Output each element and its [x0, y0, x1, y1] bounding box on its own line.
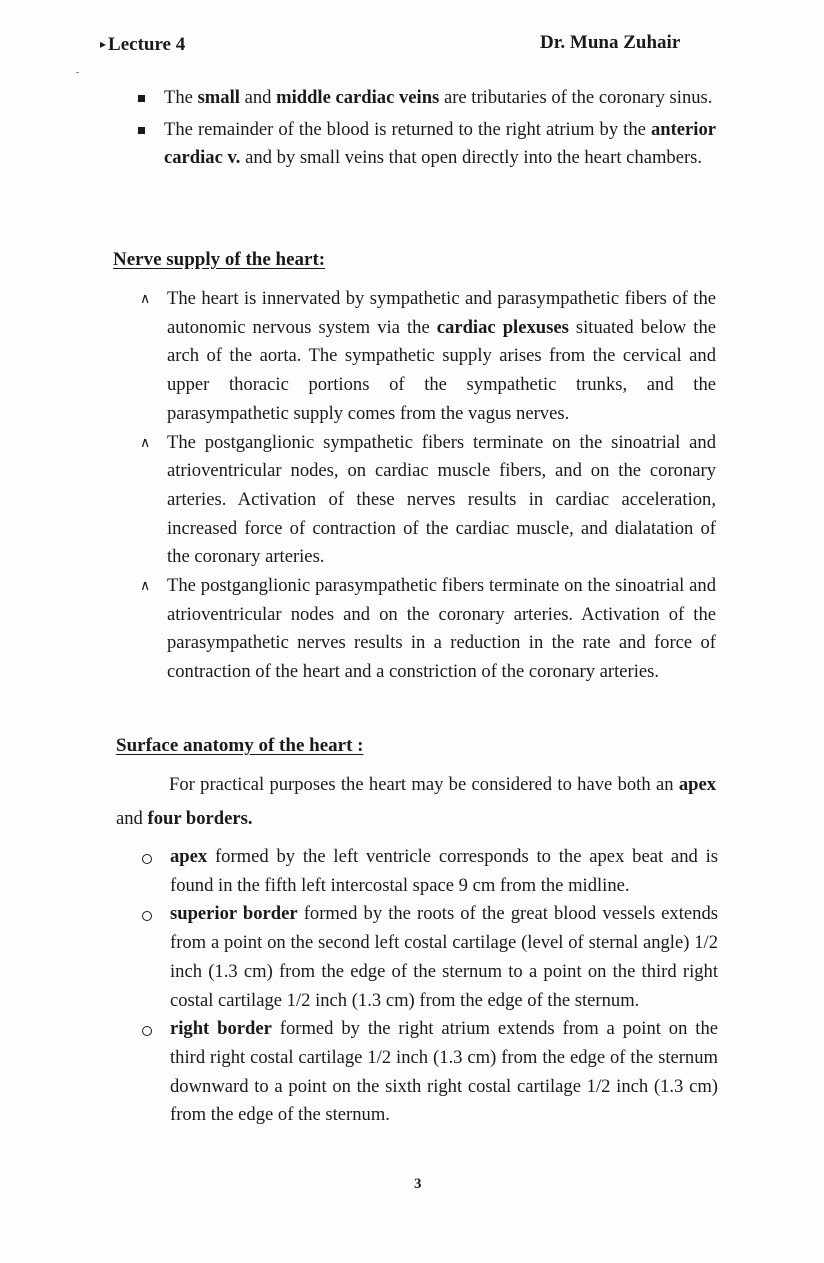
bold-term: right border	[170, 1018, 272, 1040]
bold-term: anterior cardiac v.	[164, 118, 716, 169]
list-item	[140, 429, 716, 573]
lecture-header	[100, 34, 185, 56]
bullet-icon: ▸	[100, 37, 107, 51]
square-bullet-icon	[138, 95, 145, 102]
scan-speck	[76, 72, 79, 73]
list-item	[164, 84, 716, 113]
caret-bullet-icon: ∧	[140, 578, 151, 595]
list-item	[164, 116, 716, 173]
page-number: 3	[414, 1176, 422, 1192]
nerve-list	[140, 285, 716, 687]
list-item-text: superior border formed by the roots of the great blood vessels extends from a point on the second left costal cartilage (level of sternal angle) 1/2 inch (1.3 cm) from the edge of the sternum to a point on the third right costal cartilage 1/2 inch (1.3 cm) from the edge of the sternum.	[170, 903, 718, 1011]
list-item-text: apex formed by the left ventricle corresponds to the apex beat and is found in the fifth left intercostal space 9 cm from the midline.	[170, 846, 718, 896]
list-item-text: The heart is innervated by sympathetic and parasympathetic fibers of the autonomic nervous system via the cardiac plexuses situated below the arch of the aorta. The sympathetic supply arises from the cervical and upper thoracic portions of the sympathetic trunks, and the parasympathetic supply comes from the vagus nerves.	[167, 288, 716, 424]
bold-term: apex	[678, 774, 716, 795]
author-name: Dr. Muna Zuhair	[540, 32, 681, 53]
bold-term: small	[197, 87, 240, 108]
bold-term: superior border	[170, 903, 298, 925]
list-item	[140, 572, 716, 687]
list-item	[170, 843, 718, 900]
caret-bullet-icon: ∧	[140, 434, 151, 451]
list-item-text: right border formed by the right atrium extends from a point on the third right costal cartilage 1/2 inch (1.3 cm) from the edge of the sternum downward to a point on the sixth right costal cartilage 1/2 inch (1.3 cm) from the edge of the sternum.	[170, 1018, 718, 1126]
bold-term: apex	[170, 846, 208, 867]
list-item	[170, 900, 718, 1015]
list-item-text: The postganglionic parasympathetic fibers terminate on the sinoatrial and atrioventricular nodes and on the coronary arteries. Activation of the parasympathetic nerves results in a reduction in the rate and force of contraction of the heart and a constriction of the coronary arteries.	[167, 575, 716, 683]
list-item-text: The remainder of the blood is returned to the right atrium by the anterior cardiac v. and by small veins that open directly into the heart chambers.	[164, 118, 716, 169]
caret-bullet-icon: ∧	[140, 291, 151, 307]
circle-bullet-icon	[142, 854, 152, 864]
bold-term: cardiac plexuses	[436, 316, 569, 338]
circle-bullet-icon	[142, 911, 152, 921]
lecture-title: Lecture 4	[108, 34, 186, 55]
surface-list	[170, 843, 718, 1130]
list-item-text: The small and middle cardiac veins are tributaries of the coronary sinus.	[164, 87, 713, 108]
list-item	[140, 285, 716, 429]
veins-list	[164, 84, 716, 173]
square-bullet-icon	[138, 127, 145, 134]
list-item	[170, 1015, 718, 1130]
bold-term: middle cardiac veins	[276, 87, 440, 108]
circle-bullet-icon	[142, 1026, 152, 1036]
surface-anatomy-heading: Surface anatomy of the heart :	[116, 735, 364, 756]
surface-intro-paragraph: For practical purposes the heart may be considered to have both an apex and four borders.	[116, 774, 716, 829]
bold-term: four borders.	[147, 808, 253, 829]
nerve-supply-heading: Nerve supply of the heart:	[113, 249, 326, 270]
list-item-text: The postganglionic sympathetic fibers terminate on the sinoatrial and atrioventricular nodes, on cardiac muscle fibers, and on the coronary arteries. Activation of these nerves results in cardiac acceleration, increased force of contraction of the cardiac muscle, and dialatation of the coronary arteries.	[167, 431, 716, 568]
